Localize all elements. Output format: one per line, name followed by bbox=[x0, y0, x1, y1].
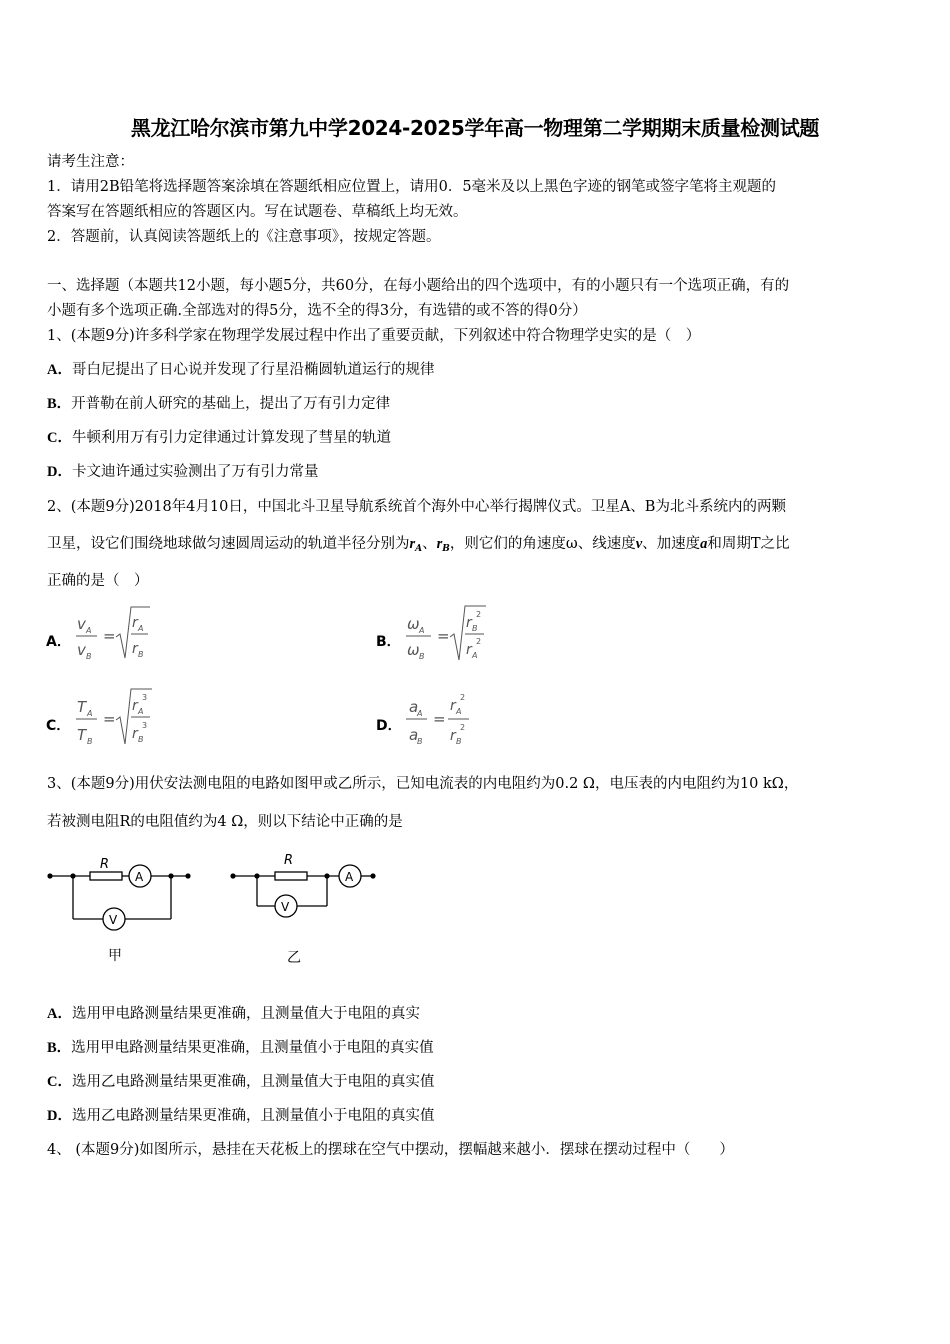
svg-text:B: B bbox=[472, 624, 478, 633]
q3-option-d: D．选用乙电路测量结果更准确，且测量值小于电阻的真实值 bbox=[47, 1108, 435, 1124]
q2-option-b-label: B． bbox=[376, 634, 401, 650]
svg-text:R: R bbox=[100, 857, 110, 872]
q3-circuit-diagram bbox=[40, 848, 400, 973]
svg-text:a: a bbox=[409, 726, 419, 744]
notice-line-1: 1．请用2B铅笔将选择题答案涂填在答题纸相应位置上，请用0．5毫米及以上黑色字迹的钢笔或签字笔将主观题的 bbox=[47, 179, 777, 195]
svg-text:A: A bbox=[472, 651, 478, 660]
svg-text:A: A bbox=[417, 709, 423, 718]
svg-text:a: a bbox=[409, 698, 419, 716]
notice-line-1b: 答案写在答题纸相应的答题区内。写在试题卷、草稿纸上均无效。 bbox=[47, 204, 468, 220]
svg-text:A: A bbox=[419, 626, 425, 635]
svg-text:B: B bbox=[87, 737, 93, 746]
q3-line-1: 3、(本题9分)用伏安法测电阻的电路如图甲或乙所示，已知电流表的内电阻约为0.2 Ω，电压表的内电阻约为10 kΩ， bbox=[47, 776, 799, 792]
svg-text:B: B bbox=[456, 737, 462, 746]
q2-option-a-label: A． bbox=[46, 634, 71, 650]
svg-text:r: r bbox=[132, 641, 138, 657]
svg-text:r: r bbox=[132, 615, 138, 631]
q2-line-3: 正确的是（ ） bbox=[47, 573, 149, 589]
svg-text:A: A bbox=[456, 707, 462, 716]
q2-line-1: 2、(本题9分)2018年4月10日，中国北斗卫星导航系统首个海外中心举行揭牌仪式。卫星A、B为北斗系统内的两颗 bbox=[47, 499, 786, 515]
q2-formulas-right bbox=[370, 600, 570, 760]
svg-text:r: r bbox=[450, 698, 456, 714]
svg-text:r: r bbox=[450, 728, 456, 744]
q2-option-d-label: D． bbox=[376, 718, 402, 734]
svg-text:r: r bbox=[132, 726, 138, 742]
svg-text:=: = bbox=[433, 710, 446, 728]
notice-line-2: 2．答题前，认真阅读答题纸上的《注意事项》，按规定答题。 bbox=[47, 229, 441, 245]
q1-option-c: C．牛顿利用万有引力定律通过计算发现了彗星的轨道 bbox=[47, 430, 391, 446]
svg-text:V: V bbox=[281, 900, 290, 914]
svg-text:2: 2 bbox=[460, 723, 466, 732]
svg-text:3: 3 bbox=[142, 693, 148, 702]
q2-option-c-label: C． bbox=[46, 718, 71, 734]
svg-text:2: 2 bbox=[476, 610, 482, 619]
q4-stem: 4、 (本题9分)如图所示，悬挂在天花板上的摆球在空气中摆动，摆幅越来越小．摆球在摆动过程中（ ） bbox=[47, 1142, 734, 1158]
q1-option-b: B．开普勒在前人研究的基础上，提出了万有引力定律 bbox=[47, 396, 391, 412]
q3-option-b: B．选用甲电路测量结果更准确，且测量值小于电阻的真实值 bbox=[47, 1040, 434, 1056]
page-title: 黑龙江哈尔滨市第九中学2024-2025学年高一物理第二学期期末质量检测试题 bbox=[130, 116, 820, 140]
svg-text:R: R bbox=[284, 853, 294, 868]
svg-text:r: r bbox=[132, 698, 138, 714]
svg-text:r: r bbox=[466, 642, 472, 658]
svg-text:A: A bbox=[87, 709, 93, 718]
svg-text:A: A bbox=[86, 626, 92, 635]
q1-option-d: D．卡文迪许通过实验测出了万有引力常量 bbox=[47, 464, 319, 480]
svg-text:=: = bbox=[103, 710, 116, 728]
svg-text:B: B bbox=[138, 650, 144, 659]
section-line-2: 小题有多个选项正确.全部选对的得5分，选不全的得3分，有选错的或不答的得0分） bbox=[47, 303, 587, 319]
caption-yi: 乙 bbox=[287, 950, 301, 966]
svg-text:A: A bbox=[345, 870, 354, 884]
svg-text:B: B bbox=[138, 735, 144, 744]
q1-option-a: A．哥白尼提出了日心说并发现了行星沿椭圆轨道运行的规律 bbox=[47, 362, 435, 378]
svg-text:2: 2 bbox=[460, 693, 466, 702]
svg-text:=: = bbox=[437, 627, 450, 645]
svg-text:A: A bbox=[135, 870, 144, 884]
q3-option-c: C．选用乙电路测量结果更准确，且测量值大于电阻的真实值 bbox=[47, 1074, 435, 1090]
svg-text:r: r bbox=[466, 615, 472, 631]
svg-text:ω: ω bbox=[407, 641, 420, 659]
svg-text:3: 3 bbox=[142, 721, 148, 730]
caption-jia: 甲 bbox=[108, 948, 122, 964]
svg-text:T: T bbox=[77, 726, 87, 744]
svg-text:v: v bbox=[77, 615, 86, 633]
svg-text:V: V bbox=[109, 913, 118, 927]
svg-text:2: 2 bbox=[476, 637, 482, 646]
q2-line-2: 卫星，设它们围绕地球做匀速圆周运动的轨道半径分别为$r_A$、$r_B$，则它们的角速度ω、线速度v、加速度a和周期T之比 bbox=[47, 536, 790, 554]
svg-text:ω: ω bbox=[407, 615, 420, 633]
q1-stem: 1、(本题9分)许多科学家在物理学发展过程中作出了重要贡献，下列叙述中符合物理学史实的是（ ） bbox=[47, 328, 701, 344]
svg-text:B: B bbox=[86, 652, 92, 661]
svg-text:=: = bbox=[103, 627, 116, 645]
svg-text:A: A bbox=[138, 707, 144, 716]
section-line-1: 一、选择题（本题共12小题，每小题5分，共60分，在每小题给出的四个选项中，有的小题只有一个选项正确，有的 bbox=[47, 278, 790, 294]
svg-text:B: B bbox=[419, 652, 425, 661]
svg-text:A: A bbox=[138, 624, 144, 633]
svg-text:B: B bbox=[417, 737, 423, 746]
svg-text:T: T bbox=[77, 698, 87, 716]
notice-heading: 请考生注意： bbox=[47, 154, 134, 170]
q3-option-a: A．选用甲电路测量结果更准确，且测量值大于电阻的真实 bbox=[47, 1006, 420, 1022]
q3-line-2: 若被测电阻R的电阻值约为4 Ω，则以下结论中正确的是 bbox=[47, 814, 403, 830]
svg-text:v: v bbox=[77, 641, 86, 659]
